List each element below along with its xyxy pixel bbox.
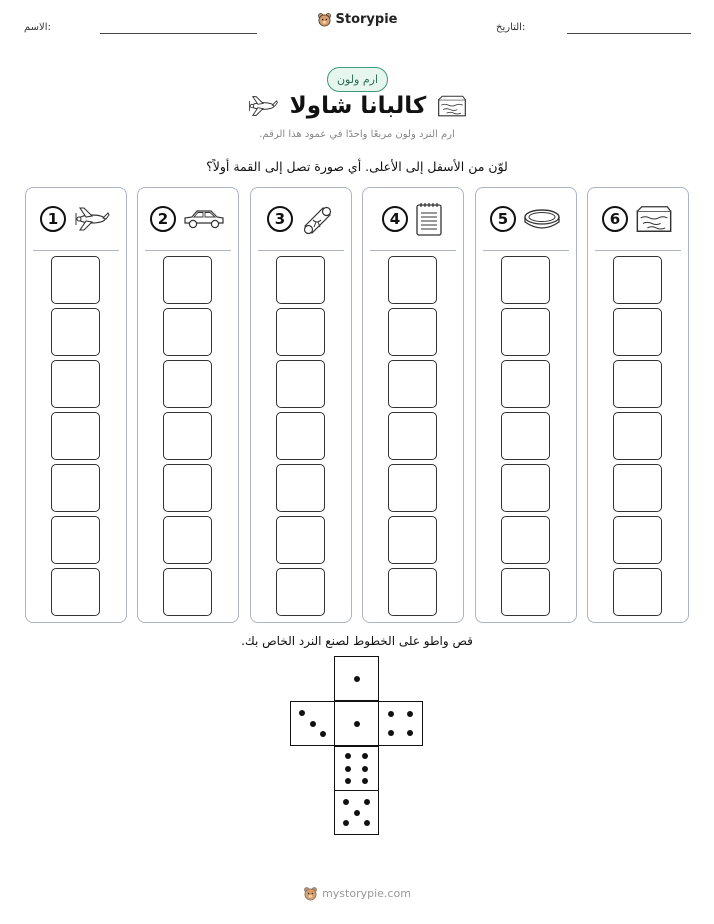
color-box[interactable] — [501, 516, 550, 564]
name-label: الاسم: — [24, 22, 51, 33]
column-number: 4 — [382, 206, 408, 232]
die-face-5 — [334, 790, 379, 835]
color-box[interactable] — [613, 464, 662, 512]
column-1 — [25, 187, 127, 623]
column-5 — [475, 187, 577, 623]
column-number: 2 — [150, 206, 176, 232]
color-box[interactable] — [276, 360, 325, 408]
column-divider — [258, 250, 344, 251]
color-box[interactable] — [51, 412, 100, 460]
color-box[interactable] — [388, 412, 437, 460]
die-pip — [354, 676, 360, 682]
column-6 — [587, 187, 689, 623]
footer-url[interactable]: mystorypie.com — [322, 887, 411, 900]
title-row — [0, 92, 714, 120]
color-box[interactable] — [388, 308, 437, 356]
color-box[interactable] — [276, 412, 325, 460]
color-box[interactable] — [276, 516, 325, 564]
color-box[interactable] — [163, 516, 212, 564]
column-divider — [595, 250, 681, 251]
color-box[interactable] — [501, 256, 550, 304]
die-face-4 — [378, 701, 423, 746]
color-box[interactable] — [51, 256, 100, 304]
die-pip — [362, 778, 368, 784]
page-title: كالبانا شاولا — [289, 93, 427, 119]
color-box[interactable] — [51, 464, 100, 512]
color-box[interactable] — [501, 308, 550, 356]
color-box[interactable] — [388, 256, 437, 304]
color-box[interactable] — [388, 360, 437, 408]
die-pip — [345, 766, 351, 772]
name-line — [100, 33, 257, 34]
die-pip — [362, 753, 368, 759]
scroll-icon — [299, 202, 335, 236]
color-box[interactable] — [613, 308, 662, 356]
color-box[interactable] — [613, 256, 662, 304]
cut-instruction: قص واطو على الخطوط لصنع النرد الخاص بك. — [241, 634, 473, 648]
die-pip — [388, 730, 394, 736]
die-face-3 — [290, 701, 335, 746]
footer — [0, 886, 714, 901]
ring-icon — [522, 205, 562, 233]
column-number: 6 — [602, 206, 628, 232]
color-box[interactable] — [51, 516, 100, 564]
die-face-6 — [334, 746, 379, 791]
column-number: 1 — [40, 206, 66, 232]
column-divider — [33, 250, 119, 251]
die-pip — [345, 753, 351, 759]
brand-logo — [0, 12, 714, 27]
column-4 — [362, 187, 464, 623]
color-box[interactable] — [51, 360, 100, 408]
color-box[interactable] — [501, 360, 550, 408]
column-number: 3 — [267, 206, 293, 232]
column-2 — [137, 187, 239, 623]
column-3 — [250, 187, 352, 623]
die-pip — [320, 731, 326, 737]
color-box[interactable] — [163, 412, 212, 460]
color-box[interactable] — [163, 360, 212, 408]
activity-badge: ارم ولون — [327, 67, 388, 92]
color-box[interactable] — [501, 464, 550, 512]
die-pip — [345, 778, 351, 784]
color-box[interactable] — [388, 568, 437, 616]
die-pip — [310, 721, 316, 727]
column-divider — [483, 250, 569, 251]
color-box[interactable] — [276, 568, 325, 616]
color-box[interactable] — [276, 256, 325, 304]
die-pip — [343, 820, 349, 826]
color-box[interactable] — [613, 360, 662, 408]
date-line — [567, 33, 691, 34]
bear-icon — [317, 12, 332, 27]
color-box[interactable] — [163, 256, 212, 304]
color-box[interactable] — [613, 568, 662, 616]
date-label: التاريخ: — [496, 22, 526, 33]
bear-icon — [303, 886, 318, 901]
color-box[interactable] — [388, 464, 437, 512]
die-pip — [364, 820, 370, 826]
car-icon — [182, 206, 226, 232]
color-box[interactable] — [388, 516, 437, 564]
die-pip — [364, 799, 370, 805]
airplane-icon — [246, 92, 280, 120]
die-pip — [388, 711, 394, 717]
column-number: 5 — [490, 206, 516, 232]
die-pip — [354, 721, 360, 727]
column-divider — [370, 250, 456, 251]
color-box[interactable] — [501, 412, 550, 460]
color-box[interactable] — [276, 308, 325, 356]
color-box[interactable] — [276, 464, 325, 512]
brand-name: Storypie — [335, 12, 398, 27]
question: لوّن من الأسفل إلى الأعلى. أي صورة تصل إلى القمة أولاً؟ — [206, 159, 508, 174]
die-pip — [407, 730, 413, 736]
color-box[interactable] — [501, 568, 550, 616]
color-box[interactable] — [163, 568, 212, 616]
aquarium-icon — [634, 203, 674, 235]
color-box[interactable] — [613, 516, 662, 564]
die-face-1 — [334, 656, 379, 701]
subtitle: ارم النرد ولون مربعًا واحدًا في عمود هذا الرقم. — [259, 129, 455, 140]
die-face-1 — [334, 701, 379, 746]
color-box[interactable] — [163, 464, 212, 512]
airplane-icon — [72, 204, 112, 234]
die-pip — [407, 711, 413, 717]
die-pip — [343, 799, 349, 805]
color-box[interactable] — [163, 308, 212, 356]
die-pip — [299, 710, 305, 716]
die-pip — [354, 810, 360, 816]
aquarium-icon — [436, 93, 468, 119]
color-box[interactable] — [51, 308, 100, 356]
die-pip — [362, 766, 368, 772]
column-divider — [145, 250, 231, 251]
color-box[interactable] — [613, 412, 662, 460]
notepad-icon — [414, 201, 444, 237]
color-box[interactable] — [51, 568, 100, 616]
